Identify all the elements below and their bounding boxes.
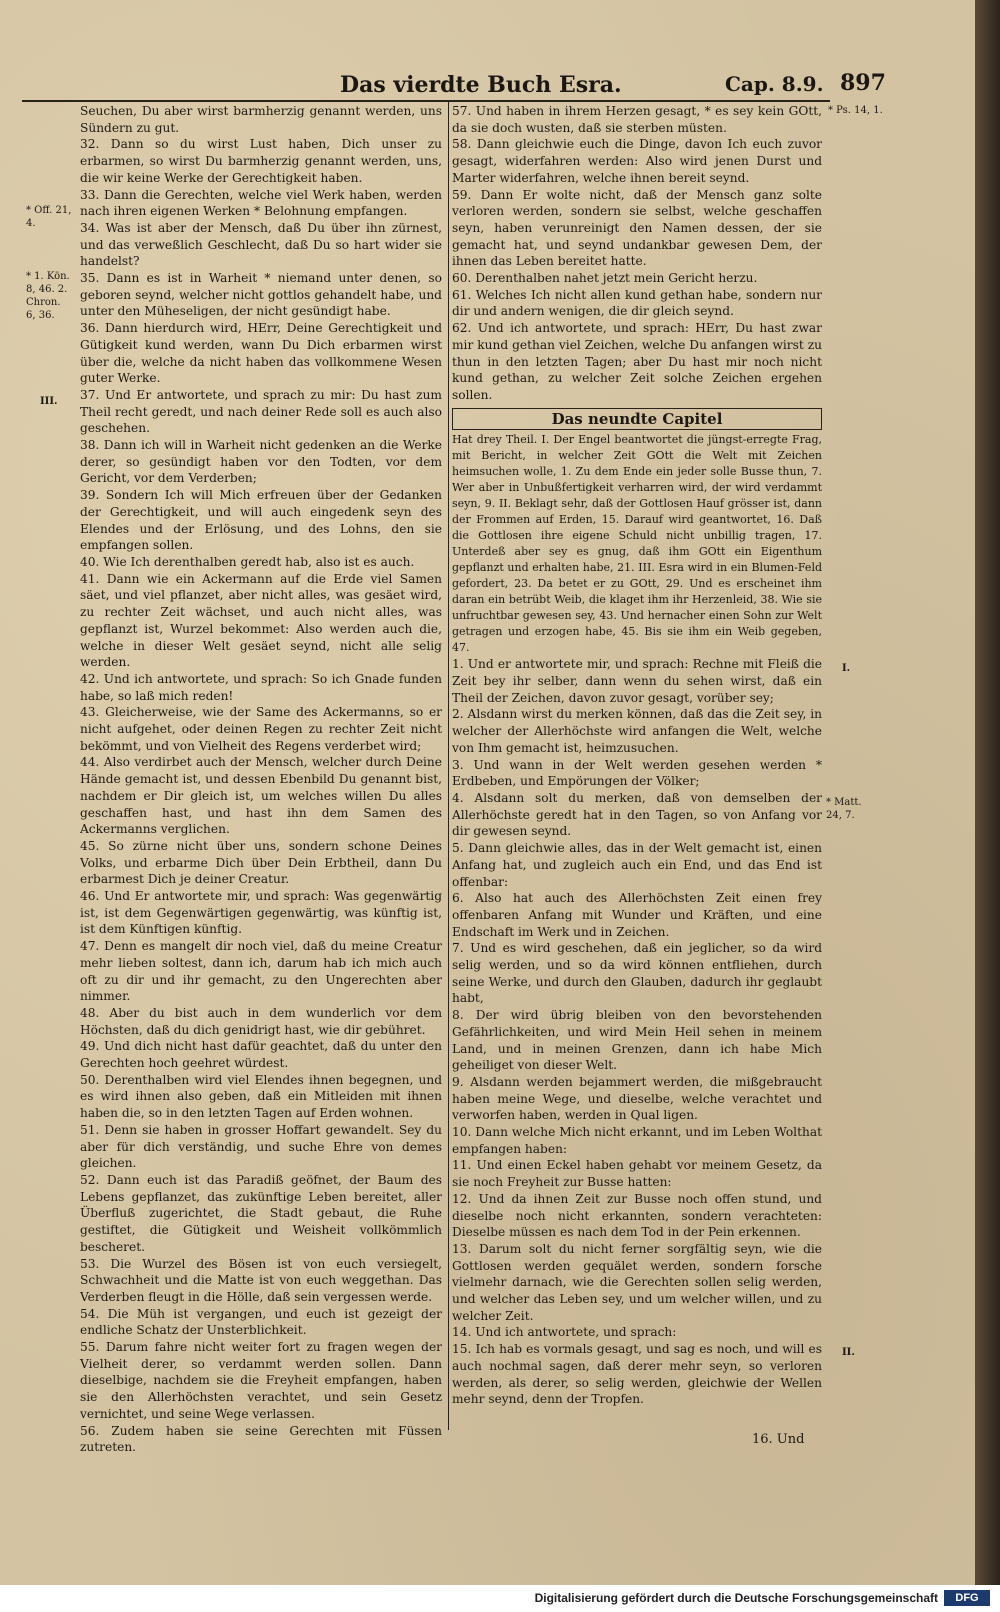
chapter-heading: Das neundte Capitel <box>452 408 822 431</box>
verse: 51. Denn sie haben in grosser Hoffart gewandelt. Sey du aber für dich verständig, und suche Ehre von demes gleichen. <box>80 1122 442 1171</box>
verse: 52. Dann euch ist das Paradiß geöfnet, der Baum des Lebens gepflanzet, das zukünftige Leben bereitet, aller Überfluß zugerichtet, die Stadt gebaut, die Ruhe gestiftet, die Gütigkeit und Weisheit vollkömmlich bescheret. <box>80 1173 442 1254</box>
verse: 46. Und Er antwortete mir, und sprach: Was gegenwärtig ist, ist dem Gegenwärtigen gegenwärtig, was künftig ist, ist dem Künftigen künftig. <box>80 889 442 937</box>
catchword: 16. Und <box>752 1432 805 1447</box>
page-number: 897 <box>840 70 886 96</box>
verse: 1. Und er antwortete mir, und sprach: Rechne mit Fleiß die Zeit bey ihr selber, dann wenn du sehen wirst, daß ein Theil der Zeichen, davon zuvor gesagt, vorüber sey; <box>452 657 822 705</box>
header-rule <box>22 100 830 102</box>
margin-note: * Matt. 24, 7. <box>826 797 862 821</box>
verse: 4. Alsdann solt du merken, daß von demselben der Allerhöchste geredt hat in den Tagen, so von Anfang vor dir gewesen seynd. <box>452 790 822 839</box>
verse: 9. Alsdann werden bejammert werden, die mißgebraucht haben meine Wege, und dieselbe, welche verachtet und verworfen haben, werden in Qual ligen. <box>452 1074 822 1123</box>
chapter-reference: Cap. 8.9. <box>725 72 824 96</box>
column-divider <box>448 100 449 1430</box>
verse: 12. Und da ihnen Zeit zur Busse noch offen stund, und dieselbe noch nicht erkannten, sondern verachteten: Dieselbe müssen es nach dem Tod in der Pein erkennen. <box>452 1191 822 1240</box>
verse: 43. Gleicherweise, wie der Same des Ackermanns, so er nicht aufgehet, oder deinen Regen zu rechter Zeit nicht bekömmt, und von Vielheit des Regens verderbet wird; <box>80 705 442 753</box>
verse: 45. So zürne nicht über uns, sondern schone Deines Volks, und erbarme Dich über Dein Erbtheil, dann Du erbarmest Dich je deiner Creatur. <box>80 838 442 887</box>
verse: 8. Der wird übrig bleiben von den bevorstehenden Gefährlichkeiten, und wird Mein Heil sehen in meinem Land, und in meinen Grenzen, dann ich habe Mich geheiliget von dieser Welt. <box>452 1008 822 1073</box>
footer-credit: Digitalisierung gefördert durch die Deutsche Forschungsgemeinschaft <box>534 1591 938 1605</box>
verse: 39. Sondern Ich will Mich erfreuen über der Gedanken der Gerechtigkeit, und will auch eingedenk seyn des Elendes und der Erlösung, und des Lohns, den sie empfangen sollen. <box>80 488 442 553</box>
verse: 34. Was ist aber der Mensch, daß Du über ihn zürnest, und das verweßlich Geschlecht, daß Du so hart wider sie handelst? <box>80 220 442 269</box>
verse: 58. Dann gleichwie euch die Dinge, davon Ich euch zuvor gesagt, widerfahren werden: Also wird jenen Durst und Marter widerfahren, welche ihnen bereit seynd. <box>452 137 822 185</box>
verse: 15. Ich hab es vormals gesagt, und sag es noch, und will es auch nochmal sagen, daß derer mehr seyn, so verloren werden, als derer, so selig werden, gleichwie der Wellen mehr seynd, denn der Tropfen. <box>452 1342 822 1407</box>
margin-note: * Ps. 14, 1. <box>828 105 883 116</box>
running-title: Das vierdte Buch Esra. <box>340 72 622 98</box>
margin-note: * 1. Kön. 8, 46. 2. Chron. 6, 36. <box>26 271 70 321</box>
verse: 7. Und es wird geschehen, daß ein jeglicher, so da wird selig werden, und so da wird können entfliehen, durch seine Werke, und durch den Glauben, dadurch ihr geglaubt habt, <box>452 941 822 1006</box>
chapter-summary: Hat drey Theil. I. Der Engel beantwortet die jüngst-erregte Frag, mit Bericht, in welcher Zeit GOtt die Welt mit Zeichen heimsuchen wolle, 1. Zu dem Ende ein jeder solle Busse thun, 7. Wer aber in Unbußfertigkeit verharren wird, der wird verdammt seyn, 9. II. Beklagt sehr, daß der Gottlosen Hauf grösser ist, dann der Frommen auf Erden, 15. Darauf wird geantwortet, 16. Daß die Gottlosen ihre eigene Schuld nicht unbillig tragen, 17. Unterdeß aber sey es gnug, daß ihm GOtt ein Eigenthum gepflanzt und erhalten habe, 21. III. Esra wird in ein Blumen-Feld gefordert, 23. Da betet er zu GOtt, 29. Und es erscheinet ihm daran ein betrübt Weib, die klaget ihm ihr Herzenleid, 38. Wie sie unfruchtbar gewesen sey, 43. Und hernacher einen Sohn zur Welt getragen und erzogen habe, 45. Bis sie ihm ein Weib gegeben, 47. <box>452 433 822 655</box>
verse: 49. Und dich nicht hast dafür geachtet, daß du unter den Gerechten hoch geehret würdest. <box>80 1039 442 1071</box>
verse: 13. Darum solt du nicht ferner sorgfältig seyn, wie die Gottlosen werden gequälet werden, sondern forsche vielmehr darnach, wie die Gerechten sollen selig werden, und welcher das Leben sey, und um welcher willen, und zu welcher Zeit. <box>452 1241 822 1323</box>
verse: 37. Und Er antwortete, und sprach zu mir: Du hast zum Theil recht geredt, und nach deiner Rede soll es auch also geschehen. <box>80 387 442 436</box>
verse: 5. Dann gleichwie alles, das in der Welt gemacht ist, einen Anfang hat, und zugleich auch ein End, und das End ist offenbar: <box>452 841 822 889</box>
margin-note: III. <box>40 396 58 407</box>
verse: 2. Alsdann wirst du merken können, daß das die Zeit sey, in welcher der Allerhöchste wird anfangen die Welt, welche von Ihm gemacht ist, heimzusuchen. <box>452 707 822 755</box>
verse: 61. Welches Ich nicht allen kund gethan habe, sondern nur dir und andern wenigen, die dir gleich seynd. <box>452 287 822 319</box>
verse: 35. Dann es ist in Warheit * niemand unter denen, so geboren seynd, welcher nicht gottlos gehandelt habe, und unter den Müheseligen, der nicht gesündigt habe. <box>80 271 442 319</box>
left-column <box>80 103 442 1456</box>
verse: 41. Dann wie ein Ackermann auf die Erde viel Samen säet, und viel pflanzet, aber nicht alles, was gesäet wird, zu rechter Zeit wächset, und auch nicht alles, was gepflanzt ist, Wurzel bekommet: Also werden auch die, welche in dieser Welt gesäet seynd, nicht alle selig werden. <box>80 571 442 670</box>
margin-note: II. <box>842 1347 855 1358</box>
book-edge <box>975 0 1000 1585</box>
verse: 42. Und ich antwortete, und sprach: So ich Gnade funden habe, so laß mich reden! <box>80 671 442 703</box>
verse: 32. Dann so du wirst Lust haben, Dich unser zu erbarmen, so wirst Du barmherzig genannt werden, uns, die wir keine Werke der Gerechtigkeit haben. <box>80 137 442 185</box>
verse: 50. Derenthalben wird viel Elendes ihnen begegnen, und es wird ihnen also geben, daß ein Mitleiden mit ihnen haben die, so in den letzten Tagen auf Erden wohnen. <box>80 1072 442 1121</box>
verse: 56. Zudem haben sie seine Gerechten mit Füssen zutreten. <box>80 1423 442 1455</box>
verse: 3. Und wann in der Welt werden gesehen werden * Erdbeben, und Empörungen der Völker; <box>452 757 822 789</box>
verse: 62. Und ich antwortete, und sprach: HErr, Du hast zwar mir kund gethan viel Zeichen, welche Du anfangen wirst zu thun in den letzten Tagen; aber Du hast mir noch nicht kund gethan, zu welcher Zeit solche Zeichen ergehen sollen. <box>452 321 822 402</box>
verse: 33. Dann die Gerechten, welche viel Werk haben, werden nach ihren eigenen Werken * Belohnung empfangen. <box>80 187 442 219</box>
verse: 54. Die Müh ist vergangen, und euch ist gezeigt der endliche Schatz der Unsterblichkeit. <box>80 1306 442 1338</box>
verse: 11. Und einen Eckel haben gehabt vor meinem Gesetz, da sie noch Freyheit zur Busse hatten: <box>452 1158 822 1190</box>
verse: 60. Derenthalben nahet jetzt mein Gericht herzu. <box>452 271 758 286</box>
verse: 6. Also hat auch des Allerhöchsten Zeit einen frey offenbaren Anfang mit Wunder und Kräften, und eine Endschaft im Werk und in Zeichen. <box>452 891 822 939</box>
verse: 40. Wie Ich derenthalben geredt hab, also ist es auch. <box>80 554 415 569</box>
verse: 38. Dann ich will in Warheit nicht gedenken an die Werke derer, so gesündigt haben vor den Todten, vor dem Gericht, vor dem Verderben; <box>80 438 442 486</box>
verse: Seuchen, Du aber wirst barmherzig genannt werden, uns Sündern zu gut. <box>80 104 442 135</box>
verse: 57. Und haben in ihrem Herzen gesagt, * es sey kein GOtt, da sie doch wusten, daß sie sterben müsten. <box>452 104 822 135</box>
verse: 48. Aber du bist auch in dem wunderlich vor dem Höchsten, daß du dich genidrigt hast, wie dir gebühret. <box>80 1005 442 1037</box>
verse: 59. Dann Er wolte nicht, daß der Mensch ganz solte verloren werden, sondern sie selbst, welche geschaffen seyn, haben verunreinigt den Namen dessen, der sie gemacht hat, und seynd undankbar gewesen Dem, der ihnen das Leben bereitet hatte. <box>452 187 822 269</box>
margin-note: * Off. 21, 4. <box>26 205 72 229</box>
verse: 55. Darum fahre nicht weiter fort zu fragen wegen der Vielheit derer, so verdammt werden sollen. Dann dieselbige, nachdem sie die Freyheit empfangen, haben sie den Allerhöchsten verachtet, und sein Gesetz vernichtet, und seine Wege verlassen. <box>80 1340 442 1421</box>
margin-note: I. <box>842 663 851 674</box>
verse: 14. Und ich antwortete, und sprach: <box>452 1325 677 1340</box>
verse: 47. Denn es mangelt dir noch viel, daß du meine Creatur mehr lieben soltest, dann ich, darum hab ich mich auch oft zu dir und ihr gemacht, zu den Ungerechten aber nimmer. <box>80 939 442 1004</box>
verse: 44. Also verdirbet auch der Mensch, welcher durch Deine Hände gemacht ist, und dessen Ebenbild Du genannt bist, nachdem er Dir gleich ist, um welches willen Du alles geschaffen hast, und hast ihn dem Samen des Ackermanns verglichen. <box>80 755 442 837</box>
right-column <box>452 103 822 1408</box>
verse: 10. Dann welche Mich nicht erkannt, und im Leben Wolthat empfangen haben: <box>452 1125 822 1156</box>
dfg-logo: DFG <box>944 1590 990 1606</box>
verse: 53. Die Wurzel des Bösen ist von euch versiegelt, Schwachheit und die Matte ist von euch weggethan. Das Verderben fleugt in die Hölle, daß sein vergessen werde. <box>80 1256 442 1304</box>
footer-bar <box>0 1585 1000 1612</box>
verse: 36. Dann hierdurch wird, HErr, Deine Gerechtigkeit und Gütigkeit kund werden, wann Du Dich erbarmen wirst über die, welche da nicht haben das vollkommene Wesen guter Werke. <box>80 321 442 386</box>
